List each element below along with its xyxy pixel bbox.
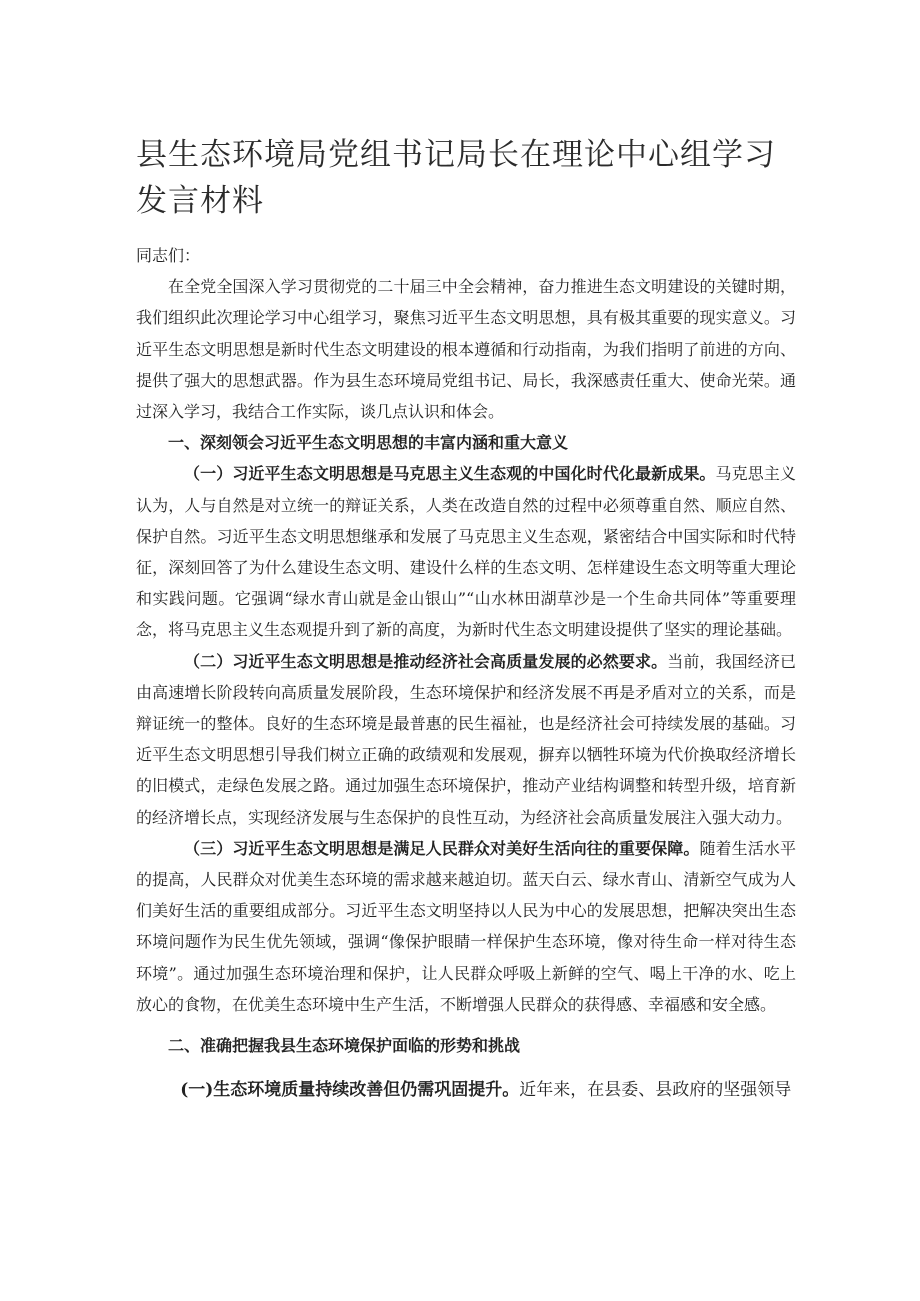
section-1-paragraph-3 bbox=[136, 833, 796, 1020]
section-1-sub-2-title: （二）习近平生态文明思想是推动经济社会高质量发展的必然要求。 bbox=[184, 651, 668, 671]
section-1-paragraph-1 bbox=[136, 458, 796, 645]
section-2-sub-1-text: 近年来，在县委、县政府的坚强领导 bbox=[519, 1080, 792, 1101]
salutation: 同志们： bbox=[136, 246, 201, 265]
document-title: 县生态环境局党组书记局长在理论中心组学习发言材料 bbox=[136, 137, 776, 219]
section-2-heading: 二、准确把握我县生态环境保护面临的形势和挑战 bbox=[168, 1036, 521, 1056]
document-body bbox=[136, 240, 796, 1106]
section-1-sub-1-title: （一）习近平生态文明思想是马克思主义生态观的中国化时代化最新成果。 bbox=[184, 464, 716, 484]
section-2-paragraph-1 bbox=[136, 1075, 796, 1106]
section-1-paragraph-2 bbox=[136, 646, 796, 833]
intro-paragraph: 在全党全国深入学习贯彻党的二十届三中全会精神，奋力推进生态文明建设的关键时期，我们组织此次理论学习中心组学习，聚焦习近平生态文明思想，具有极其重要的现实意义。习近平生态文明思想是新时代生态文明建设的根本遵循和行动指南，为我们指明了前进的方向、提供了强大的思想武器。作为县生态环境局党组书记、局长，我深感责任重大、使命光荣。通过深入学习，我结合工作实际，谈几点认识和体会。 bbox=[136, 277, 796, 422]
section-2-sub-1-title: (一)生态环境质量持续改善但仍需巩固提升。 bbox=[180, 1080, 520, 1101]
section-1-sub-3-text: 随着生活水平的提高，人民群众对优美生态环境的需求越来越迫切。蓝天白云、绿水青山、清新空气成为人们美好生活的重要组成部分。习近平生态文明坚持以人民为中心的发展思想，把解决突出生态环境问题作为民生优先领域，强调“像保护眼睛一样保护生态环境，像对待生命一样对待生态环境”。通过加强生态环境治理和保护，让人民群众呼吸上新鲜的空气、喝上干净的水、吃上放心的食物，在优美生态环境中生产生活，不断增强人民群众的获得感、幸福感和安全感。 bbox=[136, 838, 796, 1014]
section-1-heading: 一、深刻领会习近平生态文明思想的丰富内涵和重大意义 bbox=[168, 433, 569, 453]
section-1-sub-2-text: 当前，我国经济已由高速增长阶段转向高质量发展阶段，生态环境保护和经济发展不再是矛盾对立的关系，而是辩证统一的整体。良好的生态环境是最普惠的民生福祉，也是经济社会可持续发展的基础。习近平生态文明思想引导我们树立正确的政绩观和发展观，摒弃以牺牲环境为代价换取经济增长的旧模式，走绿色发展之路。通过加强生态环境保护，推动产业结构调整和转型升级，培育新的经济增长点，实现经济发展与生态保护的良性互动，为经济社会高质量发展注入强大动力。 bbox=[136, 651, 796, 827]
section-1-sub-1-text: 马克思主义认为，人与自然是对立统一的辩证关系，人类在改造自然的过程中必须尊重自然、顺应自然、保护自然。习近平生态文明思想继承和发展了马克思主义生态观，紧密结合中国实际和时代特征，深刻回答了为什么建设生态文明、建设什么样的生态文明、怎样建设生态文明等重大理论和实践问题。它强调“绿水青山就是金山银山”“山水林田湖草沙是一个生命共同体”等重要理念，将马克思主义生态观提升到了新的高度，为新时代生态文明建设提供了坚实的理论基础。 bbox=[136, 464, 796, 640]
section-1-sub-3-title: （三）习近平生态文明思想是满足人民群众对美好生活向往的重要保障。 bbox=[184, 838, 700, 858]
